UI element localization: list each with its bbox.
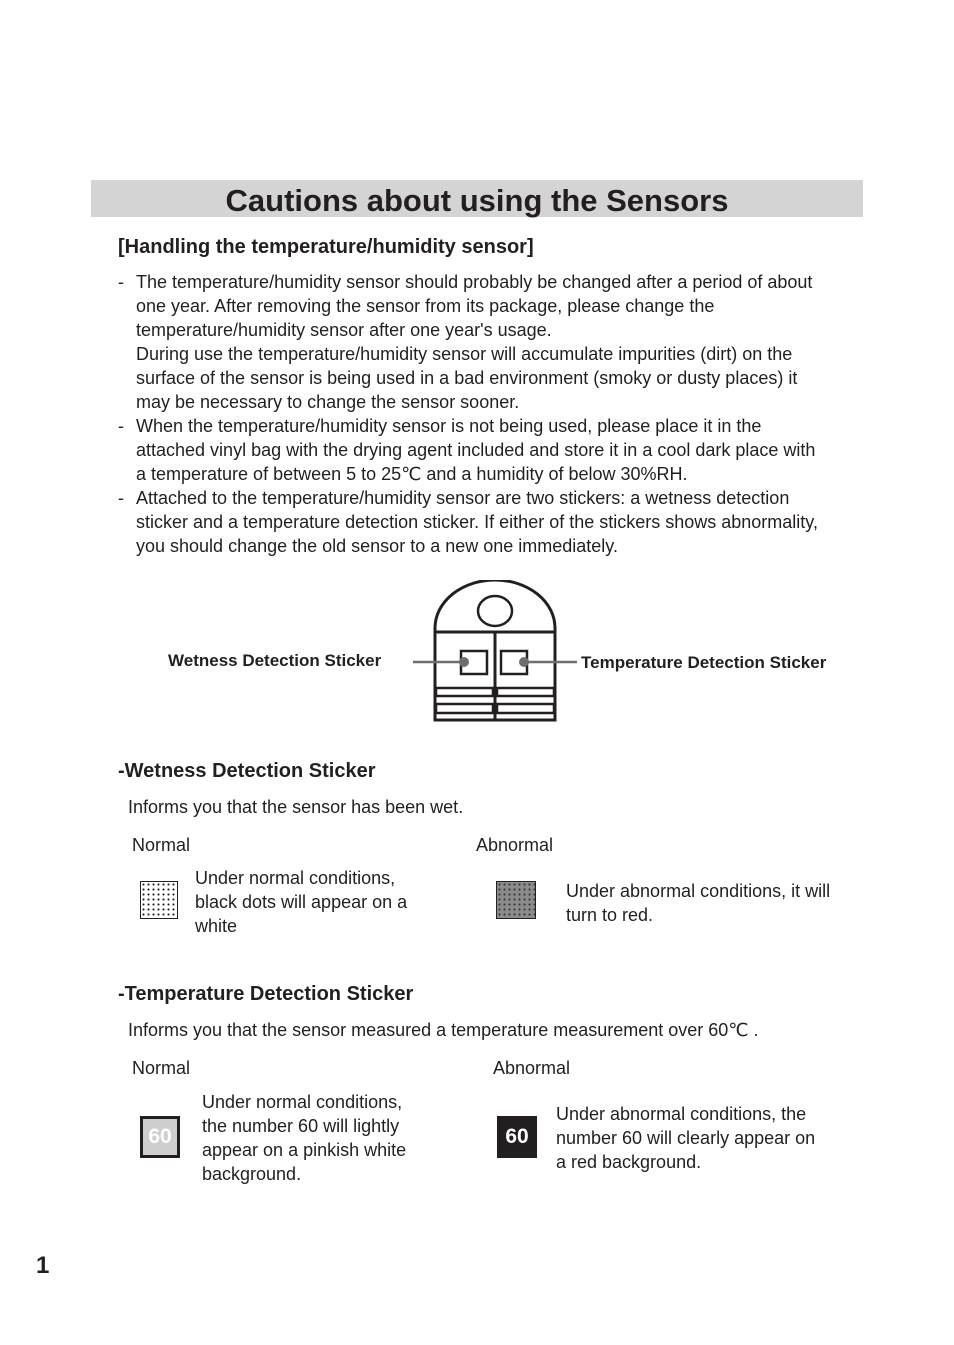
- caution-line: During use the temperature/humidity sensor will accumulate impurities (dirt) on the: [136, 344, 793, 364]
- description-line: Under normal conditions,: [202, 1092, 403, 1112]
- caution-line: sticker and a temperature detection sticker. If either of the stickers shows abnormality,: [136, 512, 818, 532]
- sensor-diagram: [405, 580, 585, 726]
- caution-line: When the temperature/humidity sensor is not being used, please place it in the: [136, 416, 762, 436]
- temperature-heading: -Temperature Detection Sticker: [118, 983, 414, 1005]
- temperature-intro: Informs you that the sensor measured a temperature measurement over 60℃ .: [128, 1020, 759, 1040]
- section-heading: [Handling the temperature/humidity sensor]: [118, 236, 534, 258]
- light-60-badge-icon: 60: [140, 1116, 180, 1158]
- dotted-white-swatch-icon: [140, 881, 178, 919]
- temperature-leader-dot: [519, 657, 529, 667]
- page-number: 1: [36, 1252, 50, 1279]
- temperature-normal-label: Normal: [132, 1058, 191, 1078]
- description-line: black dots will appear on a: [195, 892, 408, 912]
- description-line: turn to red.: [566, 905, 654, 925]
- description-line: a red background.: [556, 1152, 702, 1172]
- description-line: background.: [202, 1164, 302, 1184]
- description-line: Under normal conditions,: [195, 868, 396, 888]
- caution-line: surface of the sensor is being used in a bad environment (smoky or dusty places) it: [136, 368, 798, 388]
- caution-line: Attached to the temperature/humidity sensor are two stickers: a wetness detection: [136, 488, 790, 508]
- caution-line: The temperature/humidity sensor should probably be changed after a period of about: [136, 272, 813, 292]
- bullet-dash: -: [118, 272, 124, 292]
- caution-line: one year. After removing the sensor from its package, please change the: [136, 296, 715, 316]
- description-line: the number 60 will lightly: [202, 1116, 400, 1136]
- temperature-normal-text: [202, 1090, 406, 1186]
- temperature-abnormal-label: Abnormal: [493, 1058, 571, 1078]
- description-line: appear on a pinkish white: [202, 1140, 407, 1160]
- caution-line: may be necessary to change the sensor sooner.: [136, 392, 520, 412]
- description-line: Under abnormal conditions, the: [556, 1104, 807, 1124]
- caution-line: a temperature of between 5 to 25℃ and a humidity of below 30%RH.: [136, 464, 688, 484]
- bullet-dash: -: [118, 416, 124, 436]
- description-line: Under abnormal conditions, it will: [566, 881, 831, 901]
- caution-item: [118, 270, 878, 414]
- temperature-abnormal-text: [556, 1102, 815, 1174]
- description-line: number 60 will clearly appear on: [556, 1128, 816, 1148]
- caution-line: temperature/humidity sensor after one year's usage.: [136, 320, 552, 340]
- dark-60-badge-icon: 60: [497, 1116, 537, 1158]
- description-line: white: [195, 916, 238, 936]
- caution-item: [118, 414, 878, 486]
- sensor-hole: [478, 596, 512, 626]
- wetness-normal-label: Normal: [132, 835, 191, 855]
- caution-line: attached vinyl bag with the drying agent included and store it in a cool dark place with: [136, 440, 816, 460]
- caution-item: [118, 486, 878, 558]
- wetness-intro: Informs you that the sensor has been wet.: [128, 797, 464, 817]
- wetness-sticker-label: Wetness Detection Sticker: [168, 651, 382, 670]
- bullet-dash: -: [118, 488, 124, 508]
- dotted-dark-swatch-icon: [496, 881, 536, 919]
- caution-list: [118, 270, 878, 558]
- caution-line: you should change the old sensor to a new one immediately.: [136, 536, 618, 556]
- temperature-sticker-label: Temperature Detection Sticker: [581, 653, 827, 672]
- page-title: Cautions about using the Sensors: [225, 183, 729, 218]
- wetness-abnormal-text: [566, 879, 830, 927]
- wetness-abnormal-label: Abnormal: [476, 835, 554, 855]
- wetness-normal-text: [195, 866, 407, 938]
- wetness-heading: -Wetness Detection Sticker: [118, 760, 376, 782]
- wetness-leader-dot: [459, 657, 469, 667]
